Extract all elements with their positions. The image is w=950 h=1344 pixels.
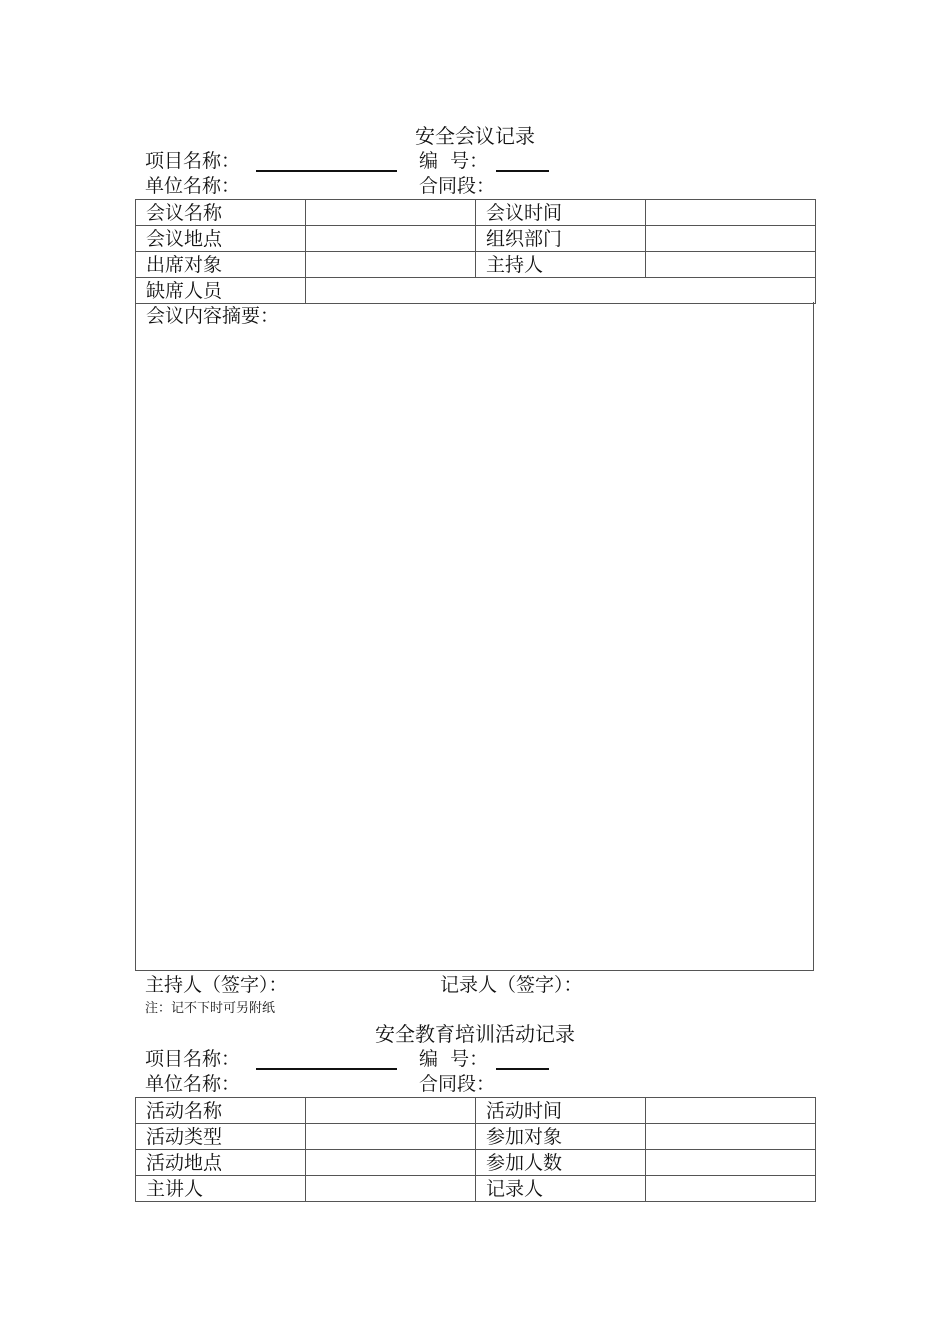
cell-label: 主讲人	[136, 1176, 306, 1202]
absent-value[interactable]	[306, 278, 816, 304]
cell-label: 活动时间	[476, 1098, 646, 1124]
meeting-info-table	[135, 199, 816, 304]
cell-label: 活动类型	[136, 1124, 306, 1150]
cell-label: 会议时间	[476, 200, 646, 226]
cell-value[interactable]	[306, 226, 476, 252]
cell-label: 主持人	[476, 252, 646, 278]
training-project-underline[interactable]	[256, 1068, 397, 1070]
training-project-label: 项目名称：	[145, 1048, 241, 1070]
table-row	[136, 1176, 816, 1202]
table-row	[136, 1124, 816, 1150]
cell-label: 活动地点	[136, 1150, 306, 1176]
meeting-project-underline[interactable]	[256, 170, 397, 172]
meeting-note: 注：记不下时可另附纸	[145, 1001, 276, 1016]
cell-value[interactable]	[306, 1098, 476, 1124]
cell-value[interactable]	[306, 252, 476, 278]
meeting-contract-label: 合同段：	[419, 175, 496, 197]
meeting-unit-label: 单位名称：	[145, 175, 241, 197]
table-row	[136, 1098, 816, 1124]
absent-label: 缺席人员	[136, 278, 306, 304]
table-row	[136, 200, 816, 226]
meeting-project-label: 项目名称：	[145, 150, 241, 172]
cell-value[interactable]	[306, 1176, 476, 1202]
host-signature-label: 主持人（签字）：	[145, 974, 288, 996]
meeting-number-label: 编 号：	[419, 150, 489, 172]
meeting-title: 安全会议记录	[415, 124, 535, 148]
table-row	[136, 252, 816, 278]
cell-label: 组织部门	[476, 226, 646, 252]
cell-value[interactable]	[646, 1098, 816, 1124]
training-title: 安全教育培训活动记录	[375, 1022, 575, 1046]
cell-label: 参加对象	[476, 1124, 646, 1150]
meeting-number-underline[interactable]	[496, 170, 549, 172]
cell-label: 会议地点	[136, 226, 306, 252]
recorder-signature-label: 记录人（签字）：	[440, 974, 583, 996]
cell-value[interactable]	[306, 1124, 476, 1150]
cell-value[interactable]	[646, 1124, 816, 1150]
cell-label: 参加人数	[476, 1150, 646, 1176]
cell-label: 出席对象	[136, 252, 306, 278]
meeting-summary-label: 会议内容摘要：	[146, 305, 280, 327]
cell-value[interactable]	[306, 1150, 476, 1176]
training-info-table	[135, 1097, 816, 1202]
cell-label: 活动名称	[136, 1098, 306, 1124]
training-number-label: 编 号：	[419, 1048, 489, 1070]
cell-label: 记录人	[476, 1176, 646, 1202]
cell-value[interactable]	[646, 200, 816, 226]
cell-value[interactable]	[306, 200, 476, 226]
cell-value[interactable]	[646, 252, 816, 278]
meeting-summary-box[interactable]	[135, 302, 814, 971]
training-number-underline[interactable]	[496, 1068, 549, 1070]
cell-value[interactable]	[646, 1150, 816, 1176]
training-unit-label: 单位名称：	[145, 1073, 241, 1095]
table-row	[136, 278, 816, 304]
cell-label: 会议名称	[136, 200, 306, 226]
table-row	[136, 226, 816, 252]
table-row	[136, 1150, 816, 1176]
cell-value[interactable]	[646, 226, 816, 252]
training-contract-label: 合同段：	[419, 1073, 496, 1095]
cell-value[interactable]	[646, 1176, 816, 1202]
